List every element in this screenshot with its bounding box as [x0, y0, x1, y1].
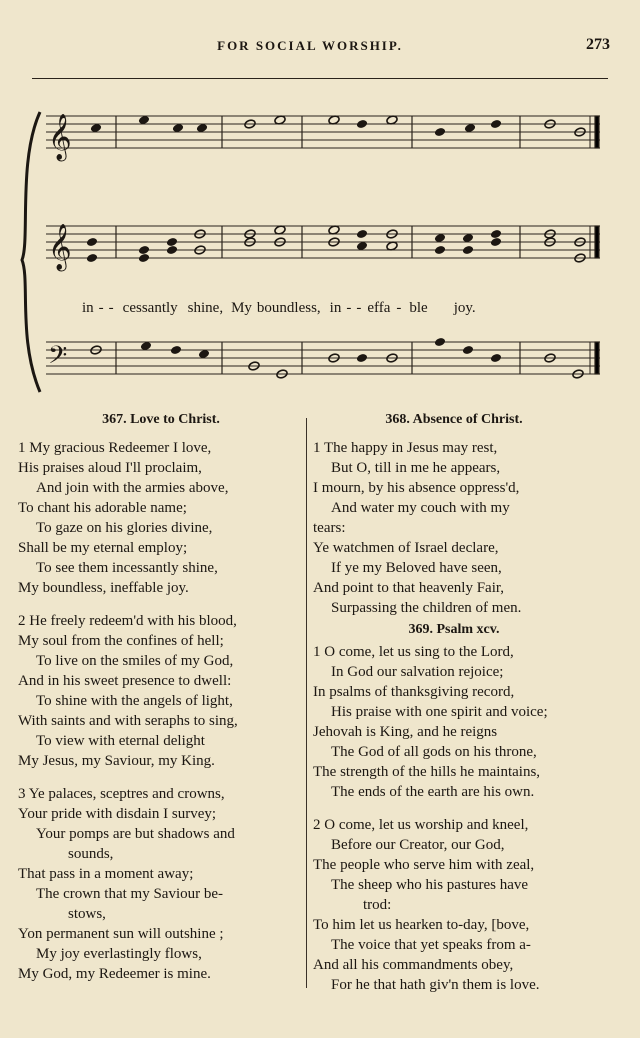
filled-note-icon	[356, 353, 368, 363]
hymn-line: 1 The happy in Jesus may rest,	[313, 440, 498, 456]
music-score	[0, 84, 640, 404]
hymn-line: To him let us hearken to-day, [bove,	[313, 917, 530, 933]
lyric-word: -	[98, 300, 104, 316]
hymn-line: That pass in a moment away;	[18, 866, 194, 882]
filled-note-icon	[166, 245, 178, 255]
hymn-line: To view with eternal delight	[36, 733, 205, 749]
lyric-word: My	[231, 300, 252, 316]
stanza-gap	[18, 771, 304, 784]
lyric-word: -	[396, 300, 402, 316]
hymn-line: To live on the smiles of my God,	[36, 653, 234, 669]
hymn-line: 1 O come, let us sing to the Lord,	[313, 644, 514, 660]
final-bar-thick	[595, 342, 599, 374]
hymn-368-title: 368. Absence of Christ.	[385, 412, 523, 427]
filled-note-icon	[356, 229, 368, 239]
hymn-line: My boundless, ineffable joy.	[18, 580, 189, 596]
filled-note-icon	[490, 237, 502, 247]
filled-note-icon	[138, 245, 150, 255]
header-rule	[32, 78, 608, 79]
note-heads	[86, 115, 586, 379]
lyric-word: effa	[367, 300, 391, 316]
hymn-369-title: 369. Psalm xcv.	[408, 622, 500, 637]
filled-note-icon	[490, 119, 502, 129]
hymn-line: Yon permanent sun will outshine ;	[18, 926, 224, 942]
hymn-line: To chant his adorable name;	[18, 500, 187, 516]
hymn-line: Shall be my eternal employ;	[18, 540, 188, 556]
hymn-line: 2 He freely redeem'd with his blood,	[18, 613, 237, 629]
lyric-word: boundless,	[256, 300, 321, 316]
hymn-369-text	[313, 642, 595, 995]
running-header: FOR SOCIAL WORSHIP.	[217, 38, 403, 53]
lyric-word: shine,	[187, 300, 224, 316]
treble-clef-icon: 𝄞	[48, 114, 72, 160]
filled-note-icon	[434, 245, 446, 255]
hymn-367-title: 367. Love to Christ.	[102, 412, 220, 427]
hymn-line: I mourn, by his absence oppress'd,	[313, 480, 520, 496]
hymn-line: The strength of the hills he maintains,	[313, 764, 541, 780]
hymn-line: His praise with one spirit and voice;	[331, 704, 548, 720]
hymn-line: Ye watchmen of Israel declare,	[313, 540, 499, 556]
hymn-line: My joy everlastingly flows,	[36, 946, 202, 962]
bass-clef-icon: 𝄢	[48, 341, 68, 376]
hymn-line: The sheep who his pastures have	[331, 877, 529, 893]
lyric-word: in	[82, 300, 94, 316]
hymn-line: Jehovah is King, and he reigns	[313, 724, 498, 740]
hymn-line: The ends of the earth are his own.	[331, 784, 535, 800]
hymn-line: Surpassing the children of men.	[331, 600, 522, 616]
hymn-line: The God of all gods on his throne,	[331, 744, 537, 760]
hymn-line: The voice that yet speaks from a-	[331, 937, 531, 953]
hymn-line: And point to that heavenly Fair,	[313, 580, 505, 596]
hymn-line: Your pomps are but shadows and	[36, 826, 235, 842]
hymn-line: And in his sweet presence to dwell:	[18, 673, 232, 689]
system-brace-icon	[22, 112, 40, 392]
bar-lines	[116, 116, 599, 374]
hymn-line: His praises aloud I'll proclaim,	[18, 460, 202, 476]
left-column	[18, 410, 304, 984]
hymn-367-text	[18, 438, 304, 984]
lyric-word: in	[329, 300, 342, 316]
hymn-line: And water my couch with my	[331, 500, 510, 516]
clef-icons	[48, 114, 72, 376]
column-divider	[306, 418, 307, 988]
hymn-line: But O, till in me he appears,	[331, 460, 501, 476]
hymn-line: To see them incessantly shine,	[36, 560, 218, 576]
hymn-line: If ye my Beloved have seen,	[331, 560, 502, 576]
filled-note-icon	[434, 127, 446, 137]
hymn-line: The people who serve him with zeal,	[313, 857, 535, 873]
stanza-gap	[18, 598, 304, 611]
hymn-line: And join with the armies above,	[36, 480, 229, 496]
page-number: 273	[586, 36, 610, 53]
final-bar-thick	[595, 226, 599, 258]
filled-note-icon	[490, 229, 502, 239]
hymn-line: My soul from the confines of hell;	[18, 633, 224, 649]
hymn-line: trod:	[363, 897, 392, 913]
lyric-word: ble	[409, 300, 428, 316]
hymn-line: For he that hath giv'n them is love.	[331, 977, 540, 993]
lyric-word: -	[356, 300, 362, 316]
filled-note-icon	[434, 337, 446, 347]
hymn-line: To gaze on his glories divine,	[36, 520, 213, 536]
hymn-line: In psalms of thanksgiving record,	[313, 684, 515, 700]
lyric-word: cessantly	[122, 300, 178, 316]
hymn-line: Before our Creator, our God,	[331, 837, 505, 853]
hymn-line: 2 O come, let us worship and kneel,	[313, 817, 529, 833]
lyric-word: -	[108, 300, 114, 316]
filled-note-icon	[86, 237, 98, 247]
right-column	[313, 410, 595, 995]
hymn-line: To shine with the angels of light,	[36, 693, 233, 709]
filled-note-icon	[170, 345, 182, 355]
final-bar-thick	[595, 116, 599, 148]
hymn-line: My Jesus, my Saviour, my King.	[18, 753, 215, 769]
hymn-line: In God our salvation rejoice;	[331, 664, 504, 680]
lyric-word: joy.	[453, 300, 476, 316]
filled-note-icon	[356, 119, 368, 129]
hymn-line: With saints and with seraphs to sing,	[18, 713, 238, 729]
hymn-368-text	[313, 438, 595, 618]
hymn-line: tears:	[313, 520, 346, 536]
filled-note-icon	[86, 253, 98, 263]
hymn-line: sounds,	[68, 846, 114, 862]
staff-lines	[46, 116, 600, 374]
filled-note-icon	[490, 353, 502, 363]
filled-note-icon	[138, 253, 150, 263]
hymn-line: The crown that my Saviour be-	[36, 886, 224, 902]
hymn-line: And all his commandments obey,	[313, 957, 514, 973]
filled-note-icon	[462, 345, 474, 355]
stanza-gap	[313, 802, 595, 815]
hymn-line: 3 Ye palaces, sceptres and crowns,	[18, 786, 225, 802]
filled-note-icon	[462, 245, 474, 255]
hymn-line: Your pride with disdain I survey;	[18, 806, 217, 822]
hymn-line: 1 My gracious Redeemer I love,	[18, 440, 212, 456]
treble-clef-icon: 𝄞	[48, 224, 72, 270]
hymn-line: stows,	[68, 906, 106, 922]
lyric-word: -	[346, 300, 352, 316]
hymn-line: My God, my Redeemer is mine.	[18, 966, 211, 982]
music-lyrics	[82, 300, 582, 317]
filled-note-icon	[166, 237, 178, 247]
